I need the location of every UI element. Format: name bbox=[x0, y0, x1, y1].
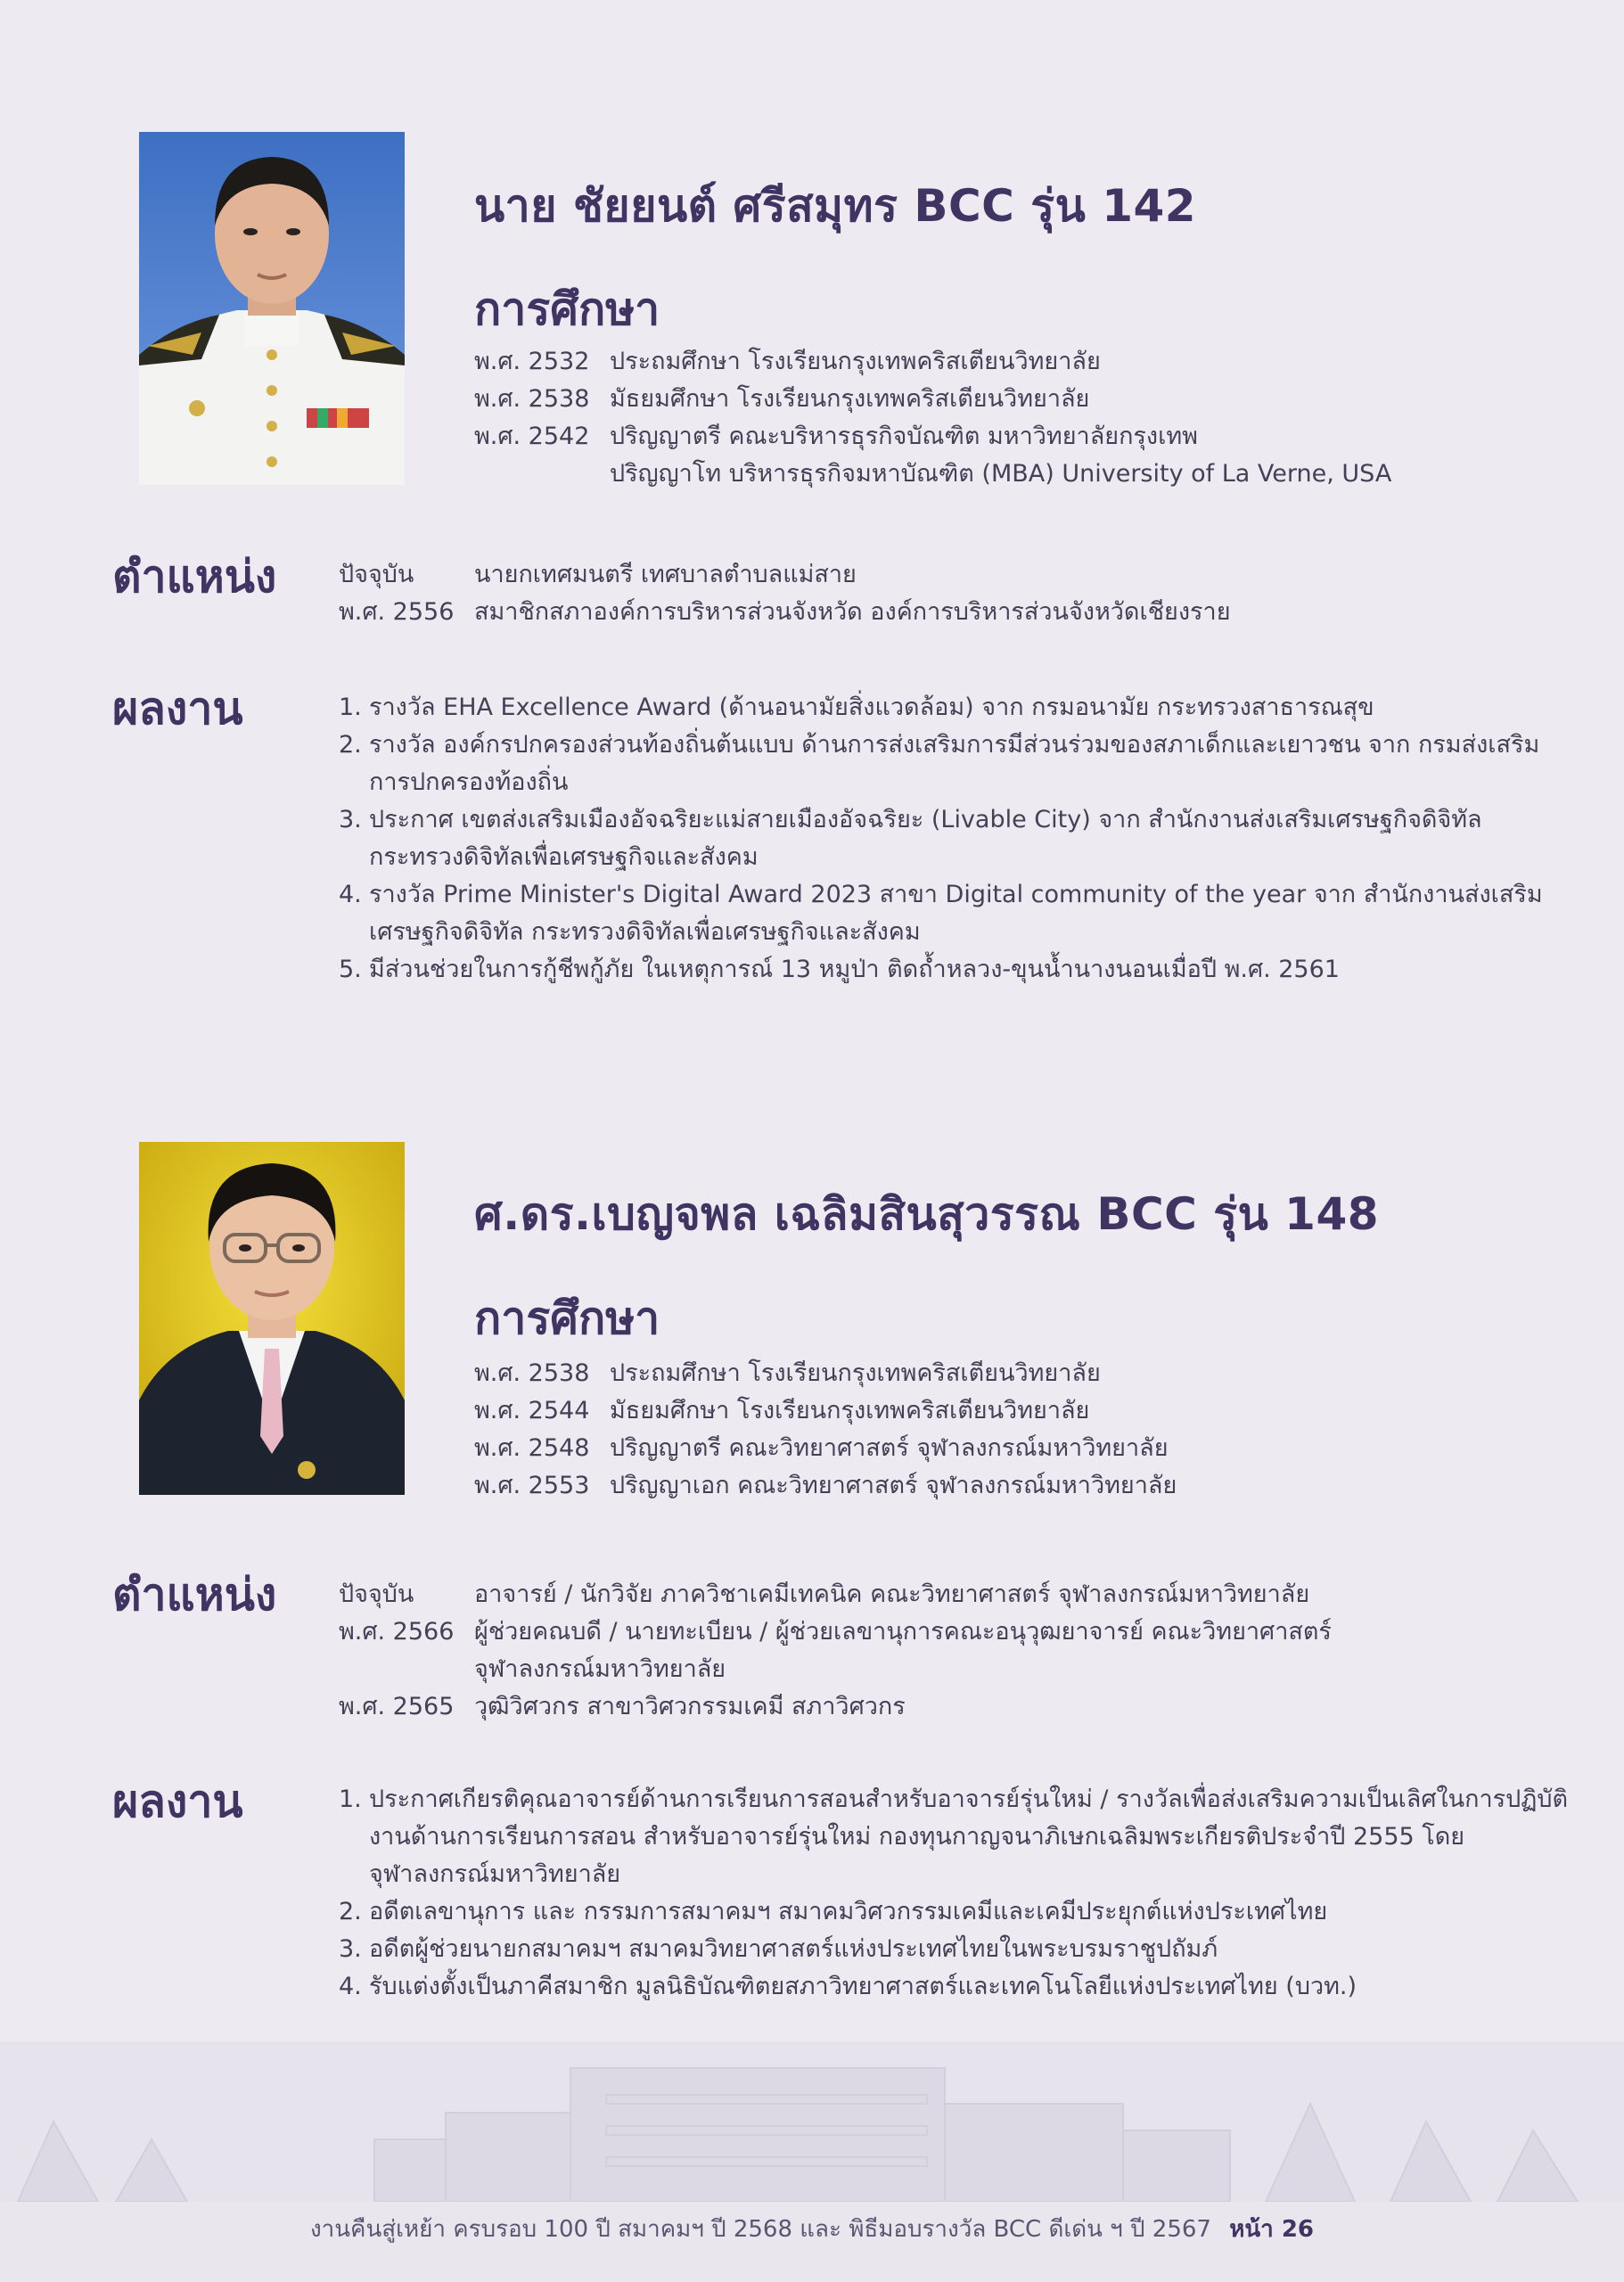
education-year: พ.ศ. 2532 bbox=[474, 348, 590, 375]
education-description: ปริญญาตรี คณะบริหารธุรกิจบัณฑิต มหาวิทยาลัยกรุงเทพ bbox=[610, 423, 1198, 450]
education-year: พ.ศ. 2538 bbox=[474, 1359, 590, 1387]
work-item bbox=[339, 1968, 1569, 2006]
position-row bbox=[339, 594, 1569, 631]
work-item bbox=[339, 876, 1569, 951]
position-description: สมาชิกสภาองค์การบริหารส่วนจังหวัด องค์การบริหารส่วนจังหวัดเชียงราย bbox=[474, 598, 1231, 626]
education-row bbox=[474, 381, 1544, 418]
person2-education-heading: การศึกษา bbox=[474, 1293, 660, 1344]
work-item bbox=[339, 951, 1569, 989]
page-number: หน้า 26 bbox=[1229, 2216, 1314, 2243]
work-text: อดีตผู้ช่วยนายกสมาคมฯ สมาคมวิทยาศาสตร์แห่งประเทศไทยในพระบรมราชูปถัมภ์ bbox=[369, 1935, 1218, 1963]
work-text: รางวัล องค์กรปกครองส่วนท้องถิ่นต้นแบบ ด้านการส่งเสริมการมีส่วนร่วมของสภาเด็กและเยาวชน จาก กรมส่งเสริมการปกครองท้องถิ่น bbox=[369, 731, 1540, 796]
education-row bbox=[474, 1430, 1544, 1467]
person2-position-list bbox=[339, 1576, 1569, 1726]
position-period: พ.ศ. 2556 bbox=[339, 598, 455, 626]
person1-name: นาย ชัยยนต์ ศรีสมุทร BCC รุ่น 142 bbox=[474, 180, 1197, 232]
person1-portrait bbox=[139, 132, 405, 485]
person2-name: ศ.ดร.เบญจพล เฉลิมสินสุวรรณ BCC รุ่น 148 bbox=[474, 1188, 1380, 1240]
education-description: มัธยมศึกษา โรงเรียนกรุงเทพคริสเตียนวิทยาลัย bbox=[610, 385, 1090, 413]
work-item bbox=[339, 1931, 1569, 1968]
education-year: พ.ศ. 2538 bbox=[474, 385, 590, 413]
education-year bbox=[474, 456, 610, 493]
position-row bbox=[339, 1688, 1569, 1726]
position-row bbox=[339, 556, 1569, 594]
person2-position-heading: ตำแหน่ง bbox=[112, 1569, 277, 1621]
person1-education-heading: การศึกษา bbox=[474, 283, 660, 335]
education-description: ปริญญาเอก คณะวิทยาศาสตร์ จุฬาลงกรณ์มหาวิทยาลัย bbox=[610, 1472, 1177, 1499]
education-row bbox=[474, 1355, 1544, 1392]
work-text: รับแต่งตั้งเป็นภาคีสมาชิก มูลนิธิบัณฑิตยสภาวิทยาศาสตร์และเทคโนโลยีแห่งประเทศไทย (บวท.) bbox=[369, 1973, 1357, 2000]
work-number: 2. bbox=[339, 731, 362, 759]
education-row bbox=[474, 1392, 1544, 1430]
position-row bbox=[339, 1613, 1569, 1688]
work-number: 1. bbox=[339, 1785, 362, 1813]
position-period: พ.ศ. 2565 bbox=[339, 1693, 455, 1720]
education-description: ประถมศึกษา โรงเรียนกรุงเทพคริสเตียนวิทยาลัย bbox=[610, 1359, 1101, 1387]
education-year: พ.ศ. 2553 bbox=[474, 1472, 590, 1499]
person1-position-heading: ตำแหน่ง bbox=[112, 551, 277, 603]
work-number: 3. bbox=[339, 1935, 362, 1963]
work-item bbox=[339, 801, 1569, 876]
person1-education-list bbox=[474, 343, 1544, 493]
education-row bbox=[474, 343, 1544, 381]
work-text: มีส่วนช่วยในการกู้ชีพกู้ภัย ในเหตุการณ์ 13 หมูป่า ติดถ้ำหลวง-ขุนน้ำนางนอนเมื่อปี พ.ศ. 2561 bbox=[369, 956, 1340, 983]
education-description: ปริญญาโท บริหารธุรกิจมหาบัณฑิต (MBA) University of La Verne, USA bbox=[610, 460, 1392, 488]
education-year: พ.ศ. 2544 bbox=[474, 1397, 590, 1424]
work-text: ประกาศ เขตส่งเสริมเมืองอัจฉริยะแม่สายเมืองอัจฉริยะ (Livable City) จาก สำนักงานส่งเสริมเศรษฐกิจดิจิทัล กระทรวงดิจิทัลเพื่อเศรษฐกิจและสังคม bbox=[369, 806, 1482, 871]
person2-works-list bbox=[339, 1781, 1569, 2006]
work-number: 1. bbox=[339, 694, 362, 721]
position-period: พ.ศ. 2566 bbox=[339, 1618, 455, 1646]
work-number: 4. bbox=[339, 881, 362, 908]
position-description: วุฒิวิศวกร สาขาวิศวกรรมเคมี สภาวิศวกร bbox=[474, 1693, 906, 1720]
person2-education-list bbox=[474, 1355, 1544, 1505]
work-text: ประกาศเกียรติคุณอาจารย์ด้านการเรียนการสอนสำหรับอาจารย์รุ่นใหม่ / รางวัลเพื่อส่งเสริมความเป็นเลิศในการปฏิบัติงานด้านการเรียนการสอน สำหรับอาจารย์รุ่นใหม่ กองทุนกาญจนาภิเษกเฉลิมพระเกียรติประจำปี 2555 โดย จุฬาลงกรณ์มหาวิทยาลัย bbox=[369, 1785, 1569, 1888]
position-row bbox=[339, 1576, 1569, 1613]
position-description: ผู้ช่วยคณบดี / นายทะเบียน / ผู้ช่วยเลขานุการคณะอนุวุฒยาจารย์ คณะวิทยาศาสตร์ จุฬาลงกรณ์มหาวิทยาลัย bbox=[474, 1618, 1332, 1683]
education-year: พ.ศ. 2542 bbox=[474, 423, 590, 450]
work-number: 5. bbox=[339, 956, 362, 983]
work-item bbox=[339, 689, 1569, 726]
education-description: มัธยมศึกษา โรงเรียนกรุงเทพคริสเตียนวิทยาลัย bbox=[610, 1397, 1090, 1424]
person2-works-heading: ผลงาน bbox=[112, 1776, 243, 1827]
person1-works-heading: ผลงาน bbox=[112, 683, 243, 735]
person2-portrait bbox=[139, 1142, 405, 1495]
work-item bbox=[339, 1781, 1569, 1893]
education-description: ประถมศึกษา โรงเรียนกรุงเทพคริสเตียนวิทยาลัย bbox=[610, 348, 1101, 375]
education-row bbox=[474, 456, 1544, 493]
position-description: อาจารย์ / นักวิจัย ภาควิชาเคมีเทคนิค คณะวิทยาศาสตร์ จุฬาลงกรณ์มหาวิทยาลัย bbox=[474, 1580, 1310, 1608]
position-description: นายกเทศมนตรี เทศบาลตำบลแม่สาย bbox=[474, 561, 857, 588]
education-row bbox=[474, 418, 1544, 456]
person1-works-list bbox=[339, 689, 1569, 989]
work-item bbox=[339, 726, 1569, 801]
work-number: 4. bbox=[339, 1973, 362, 2000]
work-text: รางวัล EHA Excellence Award (ด้านอนามัยสิ่งแวดล้อม) จาก กรมอนามัย กระทรวงสาธารณสุข bbox=[369, 694, 1374, 721]
education-row bbox=[474, 1467, 1544, 1505]
person1-position-list bbox=[339, 556, 1569, 631]
education-description: ปริญญาตรี คณะวิทยาศาสตร์ จุฬาลงกรณ์มหาวิทยาลัย bbox=[610, 1434, 1169, 1462]
education-year: พ.ศ. 2548 bbox=[474, 1434, 590, 1462]
work-text: รางวัล Prime Minister's Digital Award 2023 สาขา Digital community of the year จาก สำนักงานส่งเสริมเศรษฐกิจดิจิทัล กระทรวงดิจิทัลเพื่อเศรษฐกิจและสังคม bbox=[369, 881, 1543, 946]
work-text: อดีตเลขานุการ และ กรรมการสมาคมฯ สมาคมวิศวกรรมเคมีและเคมีประยุกต์แห่งประเทศไทย bbox=[369, 1898, 1328, 1925]
footer-text: งานคืนสู่เหย้า ครบรอบ 100 ปี สมาคมฯ ปี 2568 และ พิธีมอบรางวัล BCC ดีเด่น ฯ ปี 2567 bbox=[309, 2216, 1211, 2243]
work-item bbox=[339, 1893, 1569, 1931]
position-period: ปัจจุบัน bbox=[339, 561, 414, 588]
work-number: 2. bbox=[339, 1898, 362, 1925]
position-period: ปัจจุบัน bbox=[339, 1580, 414, 1608]
work-number: 3. bbox=[339, 806, 362, 833]
page-footer bbox=[0, 2211, 1624, 2247]
